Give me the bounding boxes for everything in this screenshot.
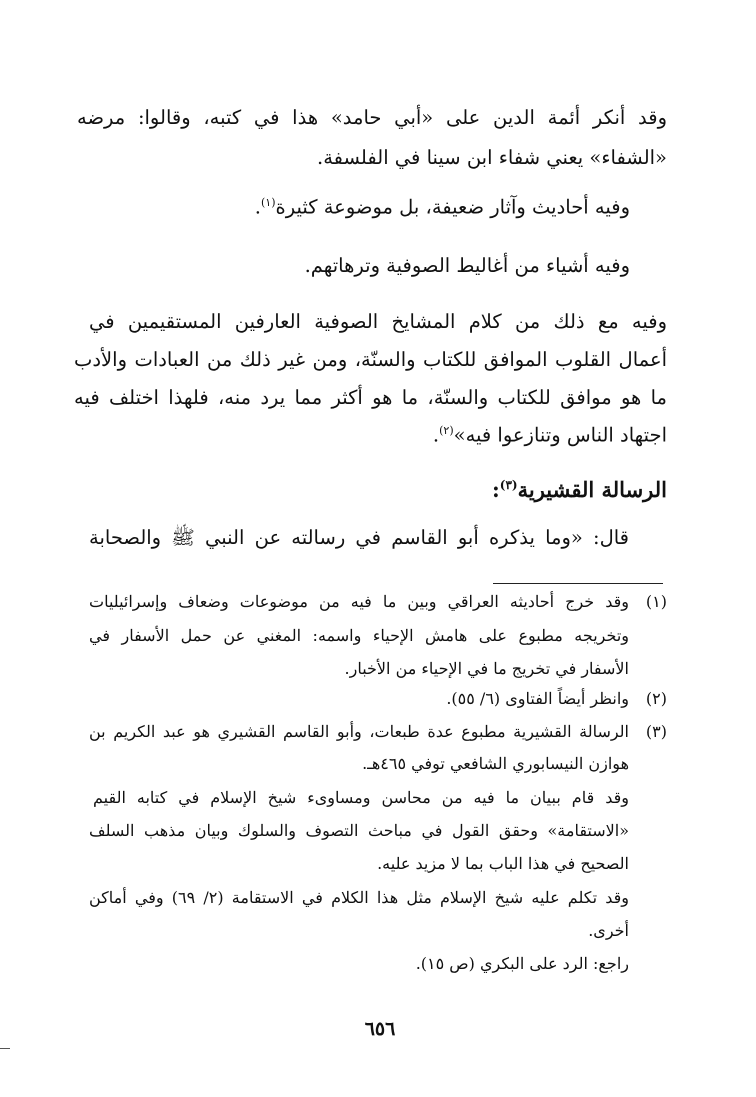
quote-line-1: قال: «وما يذكره أبو القاسم في رسالته عن النبي ﷺ والصحابة [89, 526, 629, 549]
footnote-ref-2: (٢) [439, 424, 454, 437]
footnote-3-line-3: وقد قام ببيان ما فيه من محاسن ومساوىء شيخ الإسلام في كتابه القيم [93, 788, 629, 807]
section-heading-text: الرسالة القشيرية [517, 477, 667, 502]
footnote-3-line-6: وقد تكلم عليه شيخ الإسلام مثل هذا الكلام في الاستقامة (٢/ ٦٩) وفي أماكن [89, 888, 630, 907]
footnote-2-line-1: وانظر أيضاً الفتاوى (٦/ ٥٥). [446, 689, 629, 708]
paragraph-4-line-1: وفيه مع ذلك من كلام المشايخ الصوفية العارفين المستقيمين في [89, 310, 667, 333]
footnote-1-line-2: وتخريجه مطبوع على هامش الإحياء واسمه: المغني عن حمل الأسفار في [89, 626, 629, 645]
footnote-3-number: (٣) [645, 722, 667, 741]
paragraph-2 [255, 197, 630, 217]
paragraph-2-end: . [254, 195, 261, 219]
paragraph-4-line-4 [433, 425, 667, 445]
paragraph-2-text: وفيه أحاديث وآثار ضعيفة، بل موضوعة كثيرة [275, 195, 630, 219]
footnote-3-line-4: «الاستقامة» وحقق القول في مباحث التصوف والسلوك وبيان مذهب السلف [89, 821, 629, 840]
paragraph-4-line-2: أعمال القلوب الموافق للكتاب والسنّة، ومن غير ذلك من العبادات والأدب [74, 348, 667, 371]
footnote-1-line-3: الأسفار في تخريج ما في الإحياء من الأخبار. [344, 659, 629, 678]
paragraph-4-text: اجتهاد الناس وتنازعوا فيه» [453, 423, 667, 447]
footnote-3-line-5: الصحيح في هذا الباب بما لا مزيد عليه. [377, 854, 629, 873]
paragraph-1-line-1: وقد أنكر أئمة الدين على «أبي حامد» هذا في كتبه، وقالوا: مرضه [77, 106, 667, 129]
scan-edge-mark [0, 1048, 10, 1049]
footnote-2-number: (٢) [645, 689, 667, 708]
footnote-3-line-8: راجع: الرد على البكري (ص ١٥). [415, 954, 629, 973]
footnote-separator [493, 583, 663, 584]
footnote-1-number: (١) [645, 592, 667, 611]
footnote-ref-1: (١) [260, 196, 276, 209]
section-heading-colon: : [492, 477, 500, 502]
page-number: ٦٥٦ [364, 1018, 396, 1040]
paragraph-4-end: . [432, 423, 440, 447]
footnote-3-line-2: هوازن النيسابوري الشافعي توفي ٤٦٥هـ. [362, 754, 629, 773]
section-heading [492, 479, 667, 500]
paragraph-4-line-3: ما هو موافق للكتاب والسنّة، ما هو أكثر مما يرد منه، فلهذا اختلف فيه [74, 386, 667, 409]
footnote-3-line-7: أخرى. [588, 921, 629, 940]
footnote-ref-3: (٣) [499, 478, 518, 492]
paragraph-3: وفيه أشياء من أغاليط الصوفية وترهاتهم. [304, 254, 630, 277]
footnote-1-line-1: وقد خرج أحاديثه العراقي وبين ما فيه من موضوعات وضعاف وإسرائيليات [89, 592, 629, 611]
footnote-3-line-1: الرسالة القشيرية مطبوع عدة طبعات، وأبو القاسم القشيري هو عبد الكريم بن [89, 722, 629, 741]
paragraph-1-line-2: «الشفاء» يعني شفاء ابن سينا في الفلسفة. [317, 146, 667, 169]
